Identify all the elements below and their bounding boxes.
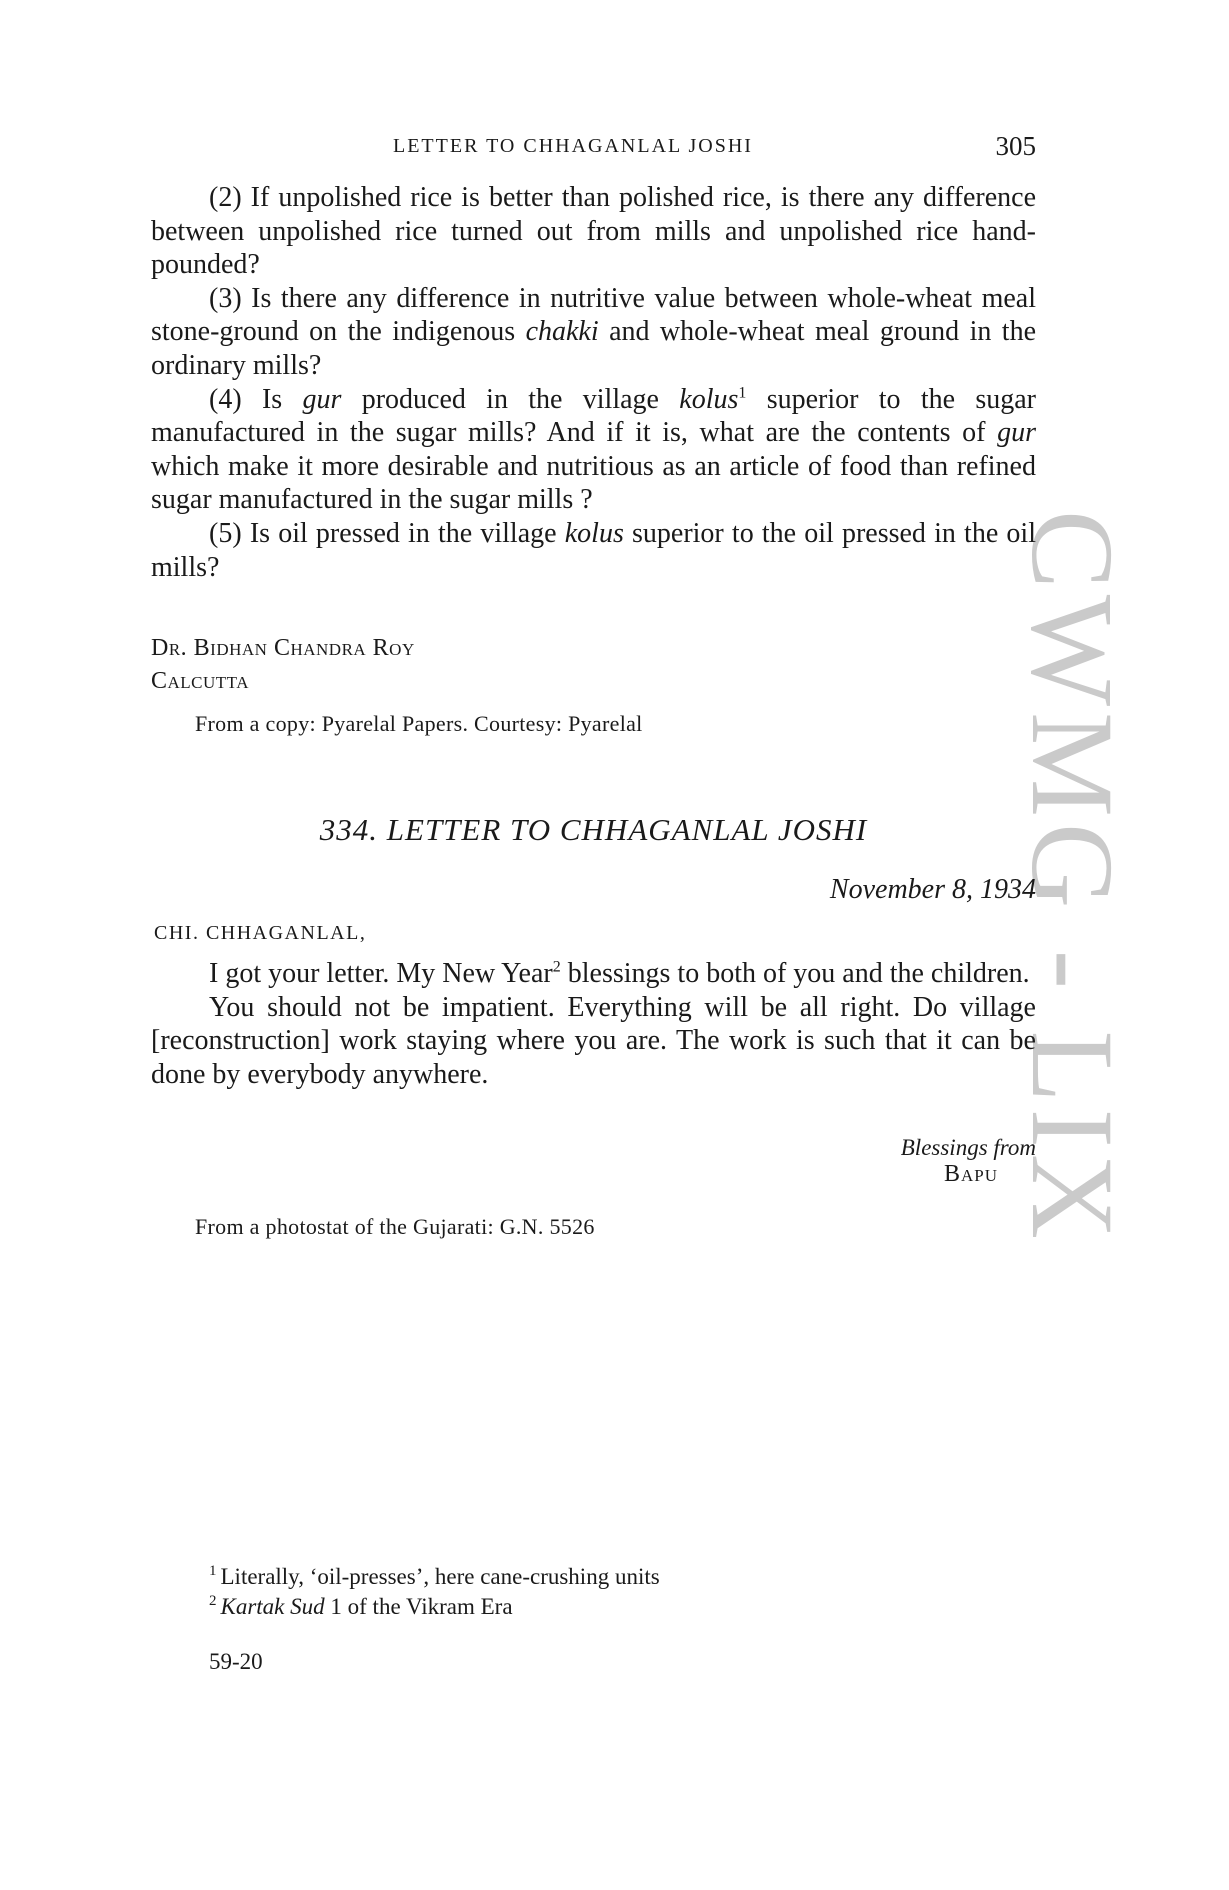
footnote-1: $^1$ Literally, ‘oil-presses’, here cane-crushing units <box>209 1563 660 1589</box>
previous-letter-questions <box>151 181 1036 584</box>
question-2: (2) If unpolished rice is better than polished rice, is there any difference between unpolished rice turned out from mills and unpolished rice hand-pounded? <box>151 182 1036 281</box>
question-3: (3) Is there any difference in nutritive value between whole-wheat meal stone-ground on the indigenous chakki and whole-wheat meal ground in the ordinary mills? <box>151 282 1036 381</box>
salutation: CHI. CHHAGANLAL, <box>154 922 367 944</box>
running-title: LETTER TO CHHAGANLAL JOSHI <box>393 135 753 157</box>
running-head <box>151 131 1036 171</box>
signoff <box>901 1135 1036 1188</box>
source-note-2 <box>151 1214 1036 1240</box>
question-5: (5) Is oil pressed in the village kolus superior to the oil pressed in the oil mills? <box>151 517 1036 583</box>
letter-paragraph-1: I got your letter. My New Year$^2$ blessings to both of you and the children. <box>209 958 1030 989</box>
source-note-1 <box>151 711 1036 737</box>
footnote-2: $^2$ Kartak Sud 1 of the Vikram Era <box>209 1593 513 1619</box>
letter-date: November 8, 1934 <box>829 874 1036 905</box>
letter-paragraph-2: You should not be impatient. Everything will be all right. Do village [reconstruction] work staying where you are. The work is such that it can be done by everybody anywhere. <box>151 991 1036 1090</box>
source-text: From a copy: Pyarelal Papers. Courtesy: Pyarelal <box>195 711 643 736</box>
question-4: (4) Is gur produced in the village kolus$^1$ superior to the sugar manufactured in the sugar mills? And if it is, what are the contents of gur which make it more desirable and nutritious as an article of food than refined sugar manufactured in the sugar mills ? <box>151 383 1036 516</box>
footnotes <box>209 1562 660 1622</box>
addressee-block <box>151 632 1036 698</box>
addressee-place: Calcutta <box>151 668 249 694</box>
blessings-line: Blessings from <box>900 1135 1036 1160</box>
page-number: 305 <box>995 131 1036 161</box>
signature-bapu: Bapu <box>943 1161 998 1187</box>
signature-mark: 59-20 <box>209 1649 263 1674</box>
source-text: From a photostat of the Gujarati: G.N. 5526 <box>195 1214 595 1239</box>
footnote-ref-1: 1 <box>738 384 747 402</box>
addressee-name: Dr. Bidhan Chandra Roy <box>151 635 415 661</box>
footnote-ref-2: 2 <box>552 958 561 976</box>
watermark: CWMG - LIX <box>1007 510 1138 1246</box>
letter-body <box>151 957 1036 1091</box>
letter-heading: 334. LETTER TO CHHAGANLAL JOSHI <box>319 812 868 847</box>
